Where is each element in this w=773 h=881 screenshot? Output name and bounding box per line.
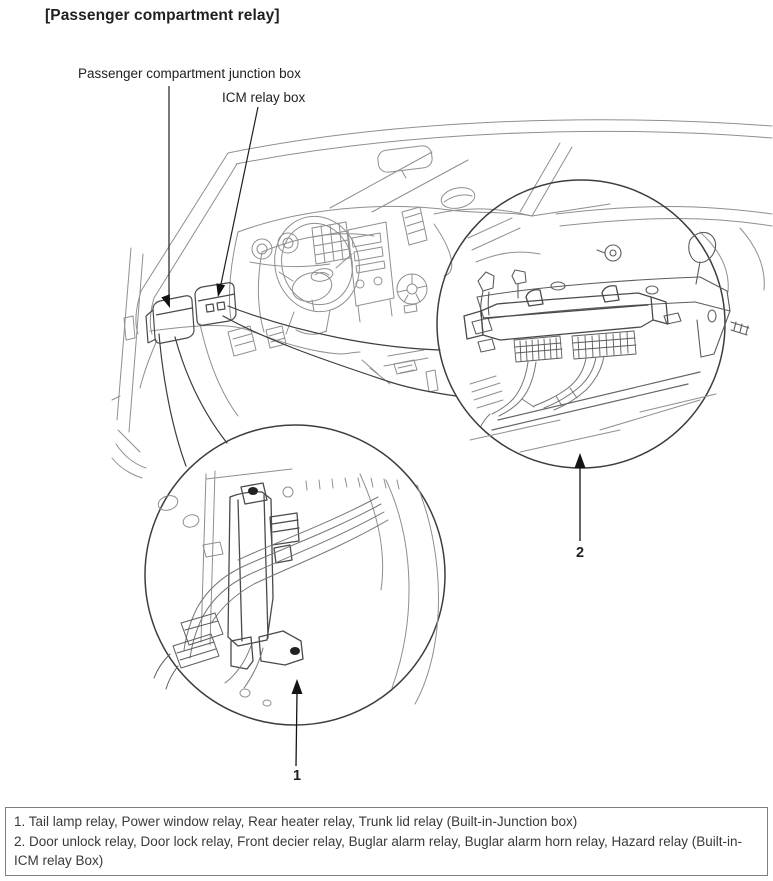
junction-box <box>228 483 303 669</box>
arrow-down-icon <box>216 283 225 297</box>
callout-circle-1 <box>145 334 445 725</box>
defroster-vent <box>402 207 427 245</box>
round-vent <box>397 274 427 313</box>
junction-wire-harness <box>184 497 388 688</box>
leader-line-junction-box <box>161 86 170 308</box>
legend-item-1: 1. Tail lamp relay, Power window relay, Rear heater relay, Trunk lid relay (Built-in-Junction box) <box>14 814 578 829</box>
leader-line-icm <box>216 107 258 297</box>
door-panel <box>112 248 146 478</box>
legend-box <box>5 807 768 876</box>
legend-item-2: 2. Door unlock relay, Door lock relay, Front decier relay, Buglar alarm relay, Buglar alarm horn relay, Hazard relay (Built-in-ICM relay Box) <box>14 833 743 868</box>
console-sketch <box>362 350 438 392</box>
arrow-up-icon <box>575 453 586 468</box>
callout-arrow-2 <box>575 453 586 541</box>
callout-arrow-1 <box>292 679 303 766</box>
callout-number-2: 2 <box>575 545 585 561</box>
junction-connectors <box>154 613 223 689</box>
page-title: [Passenger compartment relay] <box>45 7 280 24</box>
callout-number-1: 1 <box>292 768 302 784</box>
label-icm-relay-box: ICM relay box <box>222 90 306 105</box>
center-stack <box>348 222 394 322</box>
icm-connectors <box>514 331 636 362</box>
rearview-mirror <box>377 145 433 178</box>
label-junction-box: Passenger compartment junction box <box>78 66 301 81</box>
icm-wire-harness <box>481 356 604 426</box>
arrow-down-icon <box>161 294 170 308</box>
arrow-up-icon <box>292 679 303 694</box>
